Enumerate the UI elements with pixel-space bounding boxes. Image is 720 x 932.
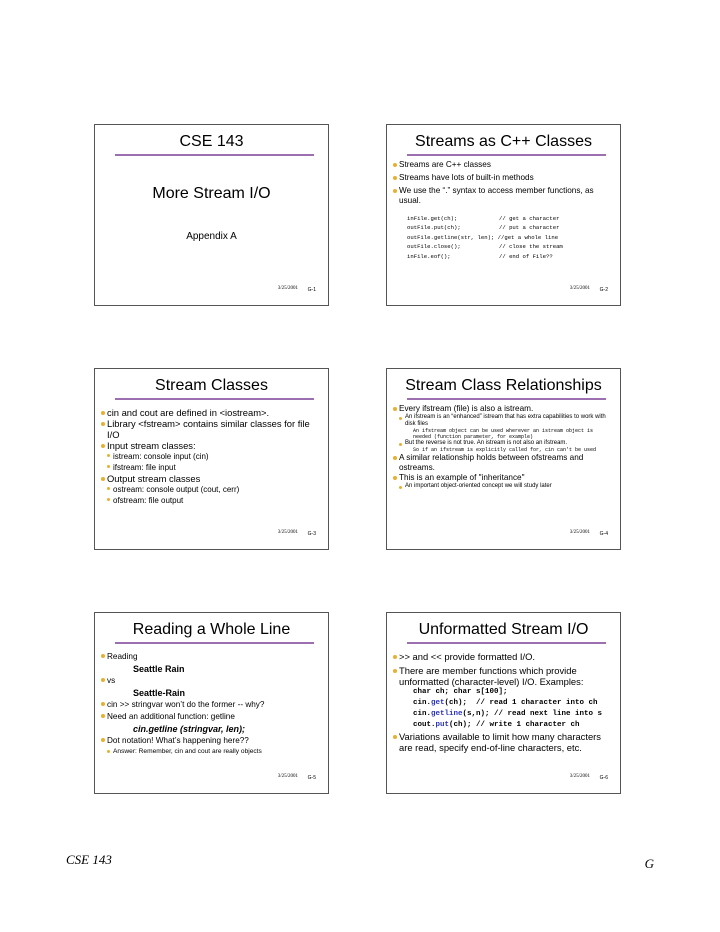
bullet: cin >> stringvar won’t do the former -- why? <box>101 699 320 711</box>
bullet: Library <fstream> contains similar classes for file I/O <box>101 418 320 440</box>
code-line <box>407 233 612 242</box>
title-rule <box>407 642 606 644</box>
slide-5 <box>94 612 329 794</box>
bullet: A similar relationship holds between ofstreams and ostreams. <box>393 453 612 473</box>
bullet: Output stream classes <box>101 473 320 484</box>
code-stmt: inFile.get(ch); <box>407 215 458 222</box>
slide-title: CSE 143 <box>179 133 244 150</box>
bullet: Input stream classes: <box>101 440 320 451</box>
slide-1 <box>94 124 329 306</box>
slide-date: 3/25/2001 <box>569 774 590 779</box>
title-rule <box>115 398 314 400</box>
slide-date: 3/25/2001 <box>277 530 298 535</box>
code-line: char ch; char s[100]; <box>413 688 508 696</box>
code-keyword: get <box>431 699 445 707</box>
bullet: Reading <box>101 651 320 663</box>
code-line <box>407 223 612 232</box>
code-note: An ifstream object can be used wherever an istream object is needed (function parameter, for example) <box>413 428 594 440</box>
bullet: Every ifstream (file) is also a istream. <box>393 404 612 414</box>
bullet: cin and cout are defined in <iostream>. <box>101 407 320 418</box>
slide-3 <box>94 368 329 550</box>
code-note: So if an ifstream is explicitly called for, cin can't be used <box>413 447 597 453</box>
slide-body <box>393 404 612 490</box>
code-line <box>413 698 612 709</box>
sub-bullet: Answer: Remember, cin and cout are really objects <box>101 747 320 757</box>
title-rule <box>115 642 314 644</box>
slide-title: Unformatted Stream I/O <box>418 621 589 638</box>
bullet: Need an additional function: getline <box>101 711 320 723</box>
slide-title: Reading a Whole Line <box>132 621 291 638</box>
title-rule <box>407 154 606 156</box>
sub-bullet: But the reverse is not true. An istream is not also an ifstream. <box>393 440 612 447</box>
code-comment: // end of File?? <box>499 252 553 260</box>
code-text: cin. <box>413 710 432 718</box>
slide-date: 3/25/2001 <box>569 286 590 291</box>
footer-section: G <box>644 856 654 871</box>
bullet: Dot notation! What’s happening here?? <box>101 735 320 747</box>
slide-number: G-1 <box>307 287 316 293</box>
code-stmt: outFile.close(); <box>407 243 461 251</box>
slide-title: Stream Classes <box>155 377 268 394</box>
sub-bullet: istream: console input (cin) <box>101 451 320 462</box>
code-stmt: inFile.eof(); <box>407 252 451 260</box>
slide-body <box>393 160 612 261</box>
sub-bullet: An important object-oriented concept we will study later <box>393 483 612 490</box>
title-rule <box>115 154 314 156</box>
slide-body <box>393 651 612 753</box>
code-text: cout. <box>413 721 436 729</box>
code-text: (ch); // read 1 character into ch <box>444 699 598 707</box>
code-text: cin. <box>413 699 432 707</box>
slide-number: G-6 <box>599 775 608 781</box>
bullet: Variations available to limit how many characters are read, specify end-of-line characters, etc. <box>393 731 612 753</box>
code-line <box>407 214 612 223</box>
bullet: This is an example of "inheritance" <box>393 473 612 483</box>
bullet: vs <box>101 675 320 687</box>
code-keyword: getline <box>431 710 463 718</box>
slide-4 <box>386 368 621 550</box>
sub-bullet: ofstream: file output <box>101 495 320 506</box>
appendix-label: Appendix A <box>186 231 237 242</box>
slide-body <box>101 651 320 757</box>
code-line <box>407 252 612 261</box>
code-stmt: outFile.put(ch); <box>407 224 461 232</box>
slide-date: 3/25/2001 <box>277 286 298 291</box>
sub-bullet: ostream: console output (cout, cerr) <box>101 484 320 495</box>
slide-2 <box>386 124 621 306</box>
slide-number: G-5 <box>307 775 316 781</box>
footer-course: CSE 143 <box>66 852 112 867</box>
bullet: There are member functions which provide unformatted (character-level) I/O. Examples: <box>393 665 612 687</box>
slide-number: G-2 <box>599 287 608 293</box>
slide-number: G-3 <box>307 531 316 537</box>
example-text: Seattle-Rain <box>133 688 186 698</box>
code-block <box>393 687 612 731</box>
code-comment: // put a character <box>499 224 560 232</box>
slide-body <box>101 407 320 506</box>
code-block <box>393 214 612 261</box>
slide-title: Stream Class Relationships <box>405 377 602 394</box>
slide-date: 3/25/2001 <box>569 530 590 535</box>
code-line <box>407 242 612 251</box>
code-keyword: put <box>435 721 450 729</box>
slide-subtitle: More Stream I/O <box>152 185 271 202</box>
bullet: We use the “.” syntax to access member functions, as usual. <box>393 186 612 206</box>
code-text: (ch); // write 1 character ch <box>449 721 580 729</box>
title-rule <box>407 398 606 400</box>
slide-date: 3/25/2001 <box>277 774 298 779</box>
example-code: cin.getline (stringvar, len); <box>133 724 246 734</box>
code-line <box>413 720 612 731</box>
code-comment: // close the stream <box>499 243 563 251</box>
example-text: Seattle Rain <box>133 664 185 674</box>
bullet: Streams have lots of built-in methods <box>393 173 612 183</box>
code-stmt: outFile.getline(str, len); //get a whole line <box>407 233 559 241</box>
bullet: >> and << provide formatted I/O. <box>393 651 612 662</box>
slide-title: Streams as C++ Classes <box>415 133 592 150</box>
sub-bullet: An ifstream is an “enhanced” istream that has extra capabilities to work with disk files <box>393 414 612 428</box>
bullet: Streams are C++ classes <box>393 160 612 170</box>
code-comment: // get a character <box>499 215 560 222</box>
slide-6 <box>386 612 621 794</box>
slide-number: G-4 <box>599 531 608 537</box>
code-text: (s,n); // read next line into s <box>462 710 603 718</box>
code-line <box>413 709 612 720</box>
sub-bullet: ifstream: file input <box>101 462 320 473</box>
